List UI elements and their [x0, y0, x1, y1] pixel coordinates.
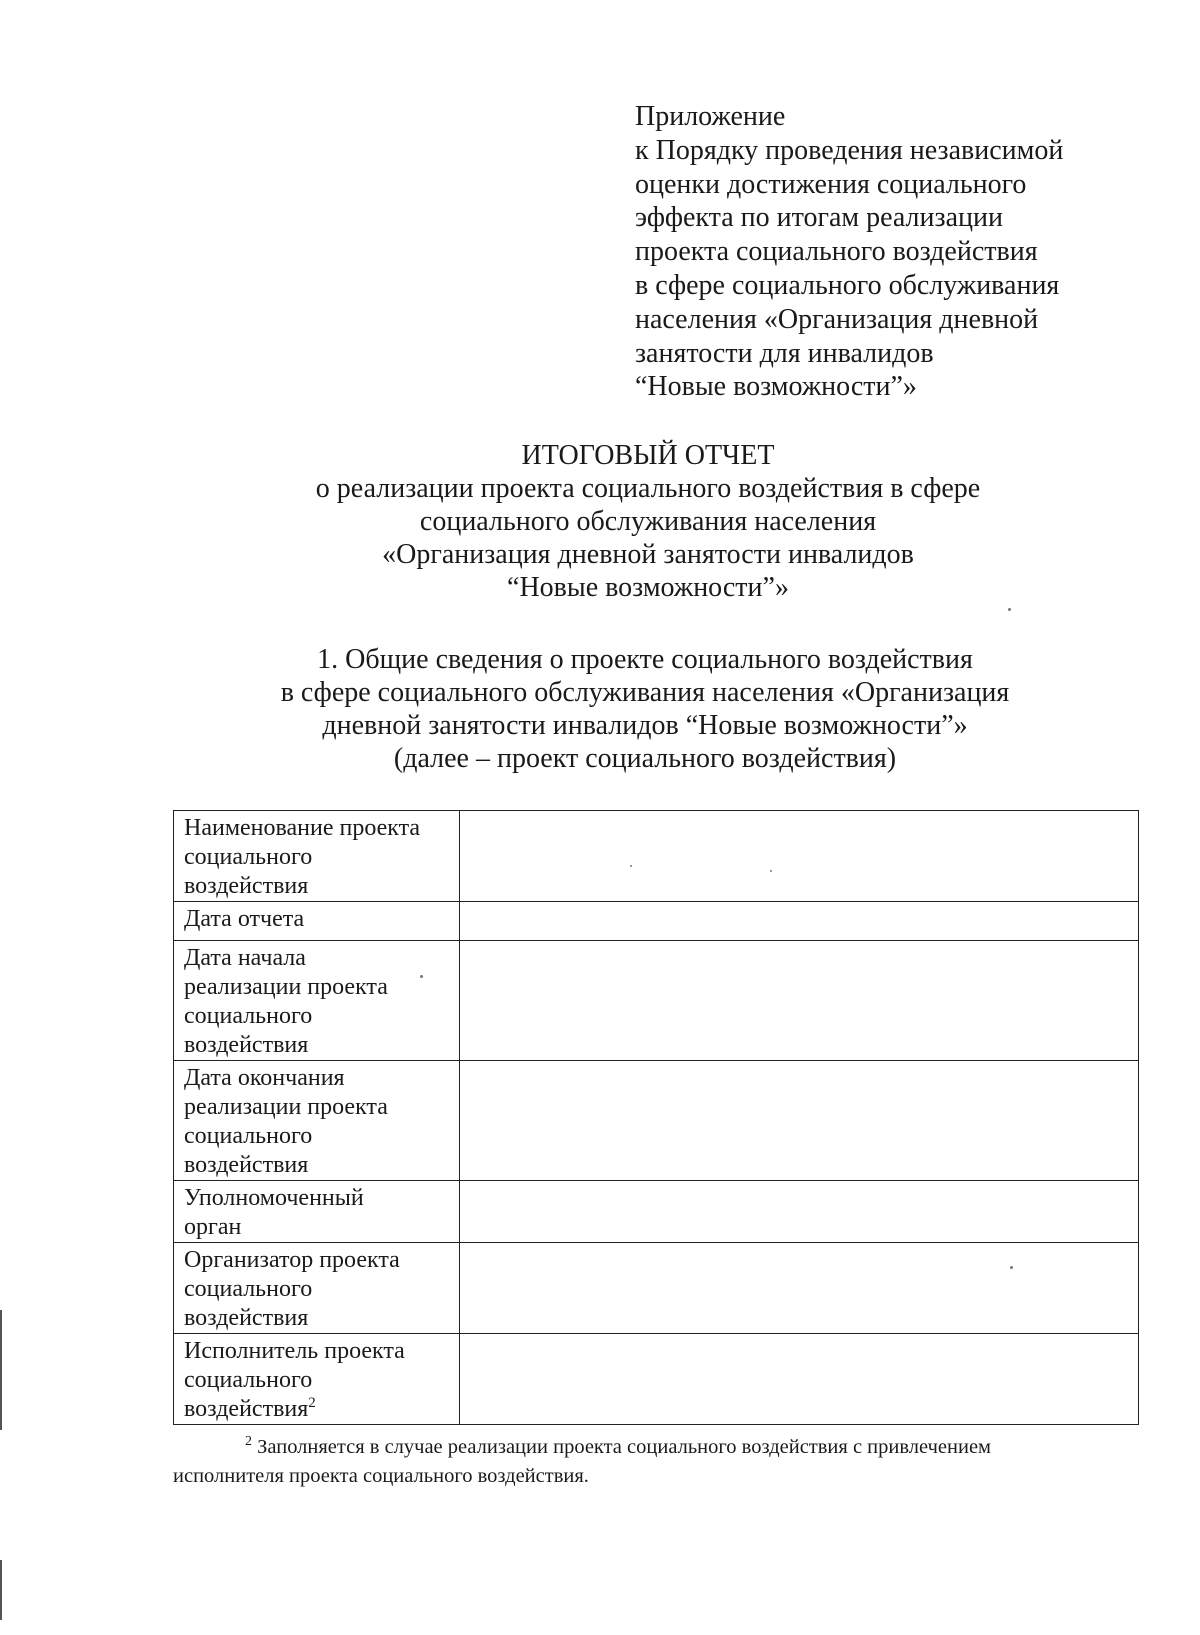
- scan-speck: [630, 865, 632, 867]
- footnote-line: [173, 1433, 1153, 1462]
- row-value-cell[interactable]: [460, 1181, 1139, 1243]
- footnote: [173, 1433, 1153, 1491]
- section-heading-line: 1. Общие сведения о проекте социального воздействия: [317, 644, 973, 675]
- appendix-line: эффекта по итогам реализации: [635, 202, 1003, 234]
- label-line: Дата начала: [184, 945, 306, 971]
- appendix-line: к Порядку проведения независимой: [635, 134, 1064, 166]
- row-label: [174, 1243, 460, 1334]
- section-heading: [45, 643, 1200, 775]
- row-value-cell[interactable]: [460, 941, 1139, 1061]
- row-value-cell[interactable]: [460, 1243, 1139, 1334]
- table-row: [174, 902, 1139, 941]
- footnote-mark: 2: [245, 1434, 252, 1449]
- label-line: воздействия: [184, 873, 309, 899]
- appendix-line: проекта социального воздействия: [635, 236, 1038, 268]
- table-row: [174, 941, 1139, 1061]
- footnote-line: исполнителя проекта социального воздействия.: [173, 1465, 589, 1487]
- label-line: реализации проекта: [184, 1094, 388, 1120]
- row-label: [174, 1334, 460, 1425]
- section-heading-line: (далее – проект социального воздействия): [393, 743, 897, 774]
- label-line: Дата окончания: [184, 1065, 345, 1091]
- table-row: [174, 1243, 1139, 1334]
- report-subtitle-line: о реализации проекта социального воздействия в сфере: [315, 473, 981, 504]
- label-line: социального: [184, 1276, 313, 1302]
- row-label: [174, 1181, 460, 1243]
- scan-speck: [770, 870, 772, 872]
- label-line: Организатор проекта: [184, 1247, 400, 1273]
- label-line: социального: [184, 1123, 313, 1149]
- table-row: [174, 1334, 1139, 1425]
- row-label: [174, 1061, 460, 1181]
- label-line: воздействия: [184, 1032, 309, 1058]
- scan-edge-mark: [0, 1560, 2, 1620]
- scan-speck: [420, 975, 423, 978]
- footnote-text: Заполняется в случае реализации проекта социального воздействия с привлечением: [257, 1436, 992, 1458]
- general-info-table: [173, 810, 1139, 1425]
- scan-speck: [1008, 608, 1011, 611]
- table-row: [174, 1181, 1139, 1243]
- row-value-cell[interactable]: [460, 902, 1139, 941]
- label-line: [184, 1395, 451, 1424]
- row-label: [174, 811, 460, 902]
- report-heading: ИТОГОВЫЙ ОТЧЕТ: [521, 440, 775, 471]
- scan-edge-mark: [0, 1310, 2, 1430]
- label-line: Дата отчета: [184, 906, 305, 932]
- footnote-reference: 2: [308, 1395, 316, 1411]
- appendix-line: в сфере социального обслуживания: [635, 269, 1060, 301]
- label-line: реализации проекта: [184, 974, 388, 1000]
- label-line: воздействия: [184, 1152, 309, 1178]
- row-value-cell[interactable]: [460, 1334, 1139, 1425]
- section-heading-line: дневной занятости инвалидов “Новые возможности”»: [322, 710, 968, 741]
- table-row: [174, 811, 1139, 902]
- appendix-line: Приложение: [635, 101, 786, 132]
- row-value-cell[interactable]: [460, 1061, 1139, 1181]
- label-line: социального: [184, 1367, 313, 1393]
- row-label: [174, 941, 460, 1061]
- row-label: [174, 902, 460, 941]
- appendix-line: населения «Организация дневной: [635, 303, 1039, 335]
- label-line: социального: [184, 1003, 313, 1029]
- table-row: [174, 1061, 1139, 1181]
- row-value-cell[interactable]: [460, 811, 1139, 902]
- label-text: воздействия: [184, 1396, 309, 1422]
- report-subtitle-line: социального обслуживания населения: [419, 506, 877, 537]
- appendix-line: “Новые возможности”»: [635, 371, 917, 403]
- label-line: орган: [184, 1214, 242, 1240]
- appendix-header: [635, 100, 1155, 404]
- report-subtitle-line: “Новые возможности”»: [507, 572, 789, 603]
- label-line: социального: [184, 844, 313, 870]
- label-line: Уполномоченный: [184, 1185, 364, 1211]
- report-subtitle-line: «Организация дневной занятости инвалидов: [382, 539, 914, 570]
- report-title: [48, 439, 1200, 604]
- section-heading-line: в сфере социального обслуживания населения «Организация: [280, 677, 1010, 708]
- appendix-line: занятости для инвалидов: [635, 337, 934, 369]
- scan-speck: [1010, 1266, 1013, 1269]
- label-line: воздействия: [184, 1305, 309, 1331]
- appendix-line: оценки достижения социального: [635, 168, 1027, 200]
- label-line: Наименование проекта: [184, 815, 421, 841]
- label-line: Исполнитель проекта: [184, 1338, 405, 1364]
